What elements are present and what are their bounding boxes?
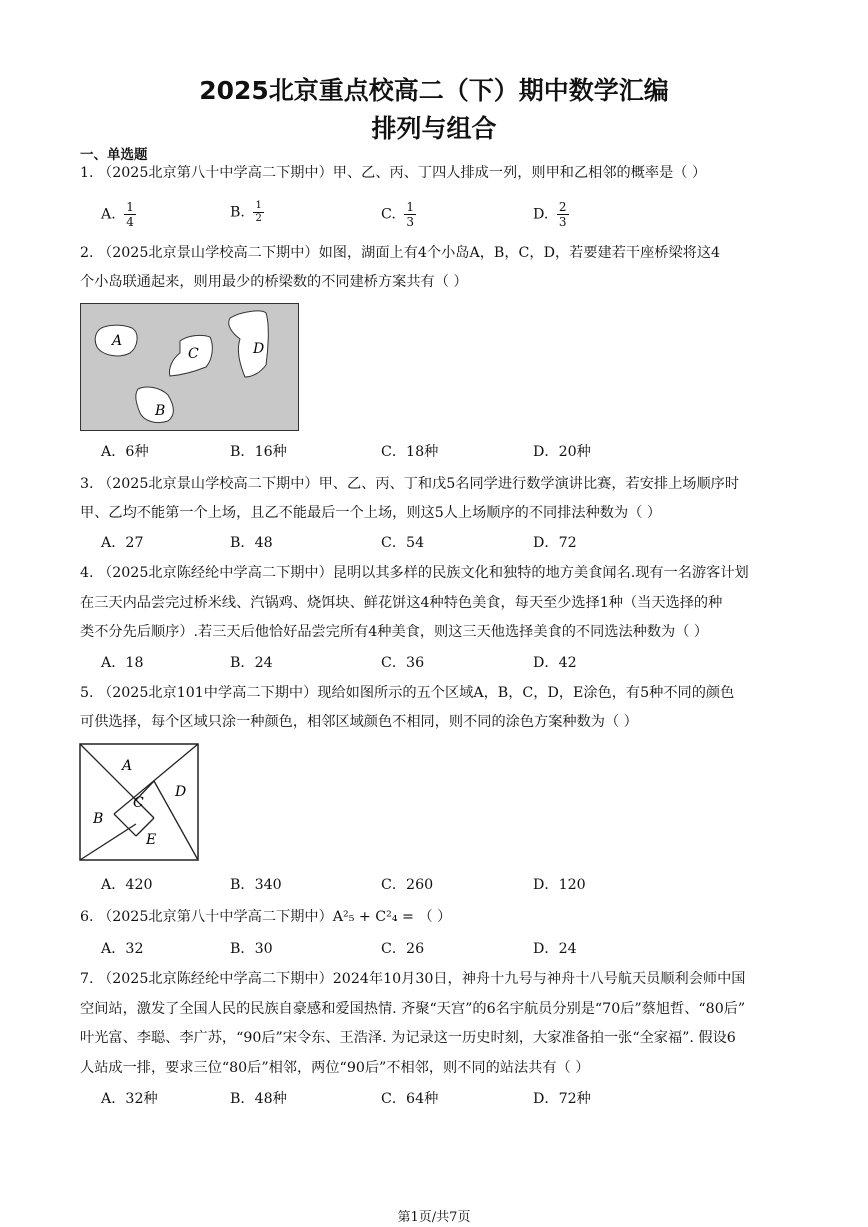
- question-7-text-line-3: 叶光富、李聪、李广苏，“90后”宋令东、王浩泽. 为记录这一历史时刻，大家准备拍一张“全家福”. 假设6: [80, 1030, 736, 1046]
- island-label-b: B: [155, 403, 166, 419]
- question-6-option-b: B．30: [230, 941, 273, 957]
- region-label-b: B: [93, 811, 104, 827]
- question-7-option-c: C．64种: [381, 1091, 439, 1107]
- island-label-c: C: [188, 346, 199, 362]
- question-3-option-d: D．72: [533, 535, 577, 551]
- question-2-option-d: D．20种: [533, 444, 591, 460]
- question-5-text-line-2: 可供选择，每个区域只涂一种颜色，相邻区域颜色不相同，则不同的涂色方案种数为（ ）: [80, 714, 638, 730]
- islands-figure: [80, 303, 300, 432]
- question-3-option-c: C．54: [381, 535, 425, 551]
- question-5-text-line-1: 5. （2025北京101中学高二下期中）现给如图所示的五个区域A，B，C，D，E涂色，有5种不同的颜色: [80, 685, 735, 701]
- question-4-option-a: A．18: [101, 655, 144, 671]
- question-5-option-d: D．120: [533, 877, 586, 893]
- question-7-option-d: D．72种: [533, 1091, 591, 1107]
- question-5-option-a: A．420: [101, 877, 153, 893]
- question-2-option-b: B．16种: [230, 444, 287, 460]
- region-label-d: D: [175, 784, 187, 800]
- region-label-a: A: [122, 758, 133, 774]
- question-7-text-line-4: 人站成一排，要求三位“80后”相邻，两位“90后”不相邻，则不同的站法共有（ ）: [80, 1060, 590, 1076]
- question-4-text-line-3: 类不分先后顺序）.若三天后他恰好品尝完所有4种美食，则这三天他选择美食的不同选法种数为（ ）: [80, 624, 709, 640]
- question-6-option-d: D．24: [533, 941, 577, 957]
- question-7-text-line-1: 7. （2025北京陈经纶中学高二下期中）2024年10月30日，神舟十九号与神舟十八号航天员顺利会师中国: [80, 971, 746, 987]
- question-2-option-c: C．18种: [381, 444, 439, 460]
- question-7-text-line-2: 空间站，激发了全国人民的民族自豪感和爱国热情. 齐聚“天宫”的6名宇航员分别是“70后”蔡旭哲、“80后”: [80, 1001, 746, 1017]
- island-label-d: D: [253, 341, 265, 357]
- question-6-text: 6. （2025北京第八十中学高二下期中）A²₅ + C²₄ = （ ）: [80, 909, 452, 925]
- question-4-option-b: B．24: [230, 655, 273, 671]
- document-subtitle: 排列与组合: [371, 114, 497, 143]
- regions-figure: [79, 743, 200, 862]
- question-5-option-b: B．340: [230, 877, 282, 893]
- question-6-option-c: C．26: [381, 941, 425, 957]
- question-7-option-b: B．48种: [230, 1091, 287, 1107]
- question-4-option-d: D．42: [533, 655, 577, 671]
- question-2-text-line-2: 个小岛联通起来，则用最少的桥梁数的不同建桥方案共有（ ）: [80, 274, 468, 290]
- question-3-option-b: B．48: [230, 535, 273, 551]
- region-label-c: C: [133, 795, 144, 811]
- question-7-option-a: A．32种: [101, 1091, 158, 1107]
- question-2-option-a: A．6种: [101, 444, 149, 460]
- question-6-option-a: A．32: [101, 941, 144, 957]
- question-5-option-c: C．260: [381, 877, 434, 893]
- question-3-text-line-2: 甲、乙均不能第一个上场，且乙不能最后一个上场，则这5人上场顺序的不同排法种数为（ ）: [80, 505, 662, 521]
- question-1-option-d: D. $\frac{2}{3}$: [533, 200, 567, 229]
- question-2-text-line-1: 2. （2025北京景山学校高二下期中）如图，湖面上有4个小岛A，B，C，D，若要建若干座桥梁将这4: [80, 245, 721, 261]
- question-3-option-a: A．27: [101, 535, 144, 551]
- page-footer: 第1页/共7页: [397, 1210, 471, 1225]
- question-4-text-line-2: 在三天内品尝完过桥米线、汽锅鸡、烧饵块、鲜花饼这4种特色美食，每天至少选择1种（当天选择的种: [80, 595, 723, 611]
- question-1-option-b: B. $\frac{1}{2}$: [230, 200, 262, 224]
- question-4-text-line-1: 4. （2025北京陈经纶中学高二下期中）昆明以其多样的民族文化和独特的地方美食闻名.现有一名游客计划: [80, 565, 749, 581]
- question-3-text-line-1: 3. （2025北京景山学校高二下期中）甲、乙、丙、丁和戊5名同学进行数学演讲比赛，若安排上场顺序时: [80, 476, 740, 492]
- region-label-e: E: [146, 832, 157, 848]
- island-label-a: A: [112, 333, 123, 349]
- question-1-option-c: C. $\frac{1}{3}$: [381, 200, 415, 229]
- document-title: 2025北京重点校高二（下）期中数学汇编: [199, 76, 669, 105]
- question-1-option-a: A. $\frac{1}{4}$: [101, 200, 134, 229]
- question-1-text: 1. （2025北京第八十中学高二下期中）甲、乙、丙、丁四人排成一列，则甲和乙相邻的概率是（ ）: [80, 165, 707, 181]
- question-4-option-c: C．36: [381, 655, 425, 671]
- section-heading: 一、单选题: [80, 147, 148, 163]
